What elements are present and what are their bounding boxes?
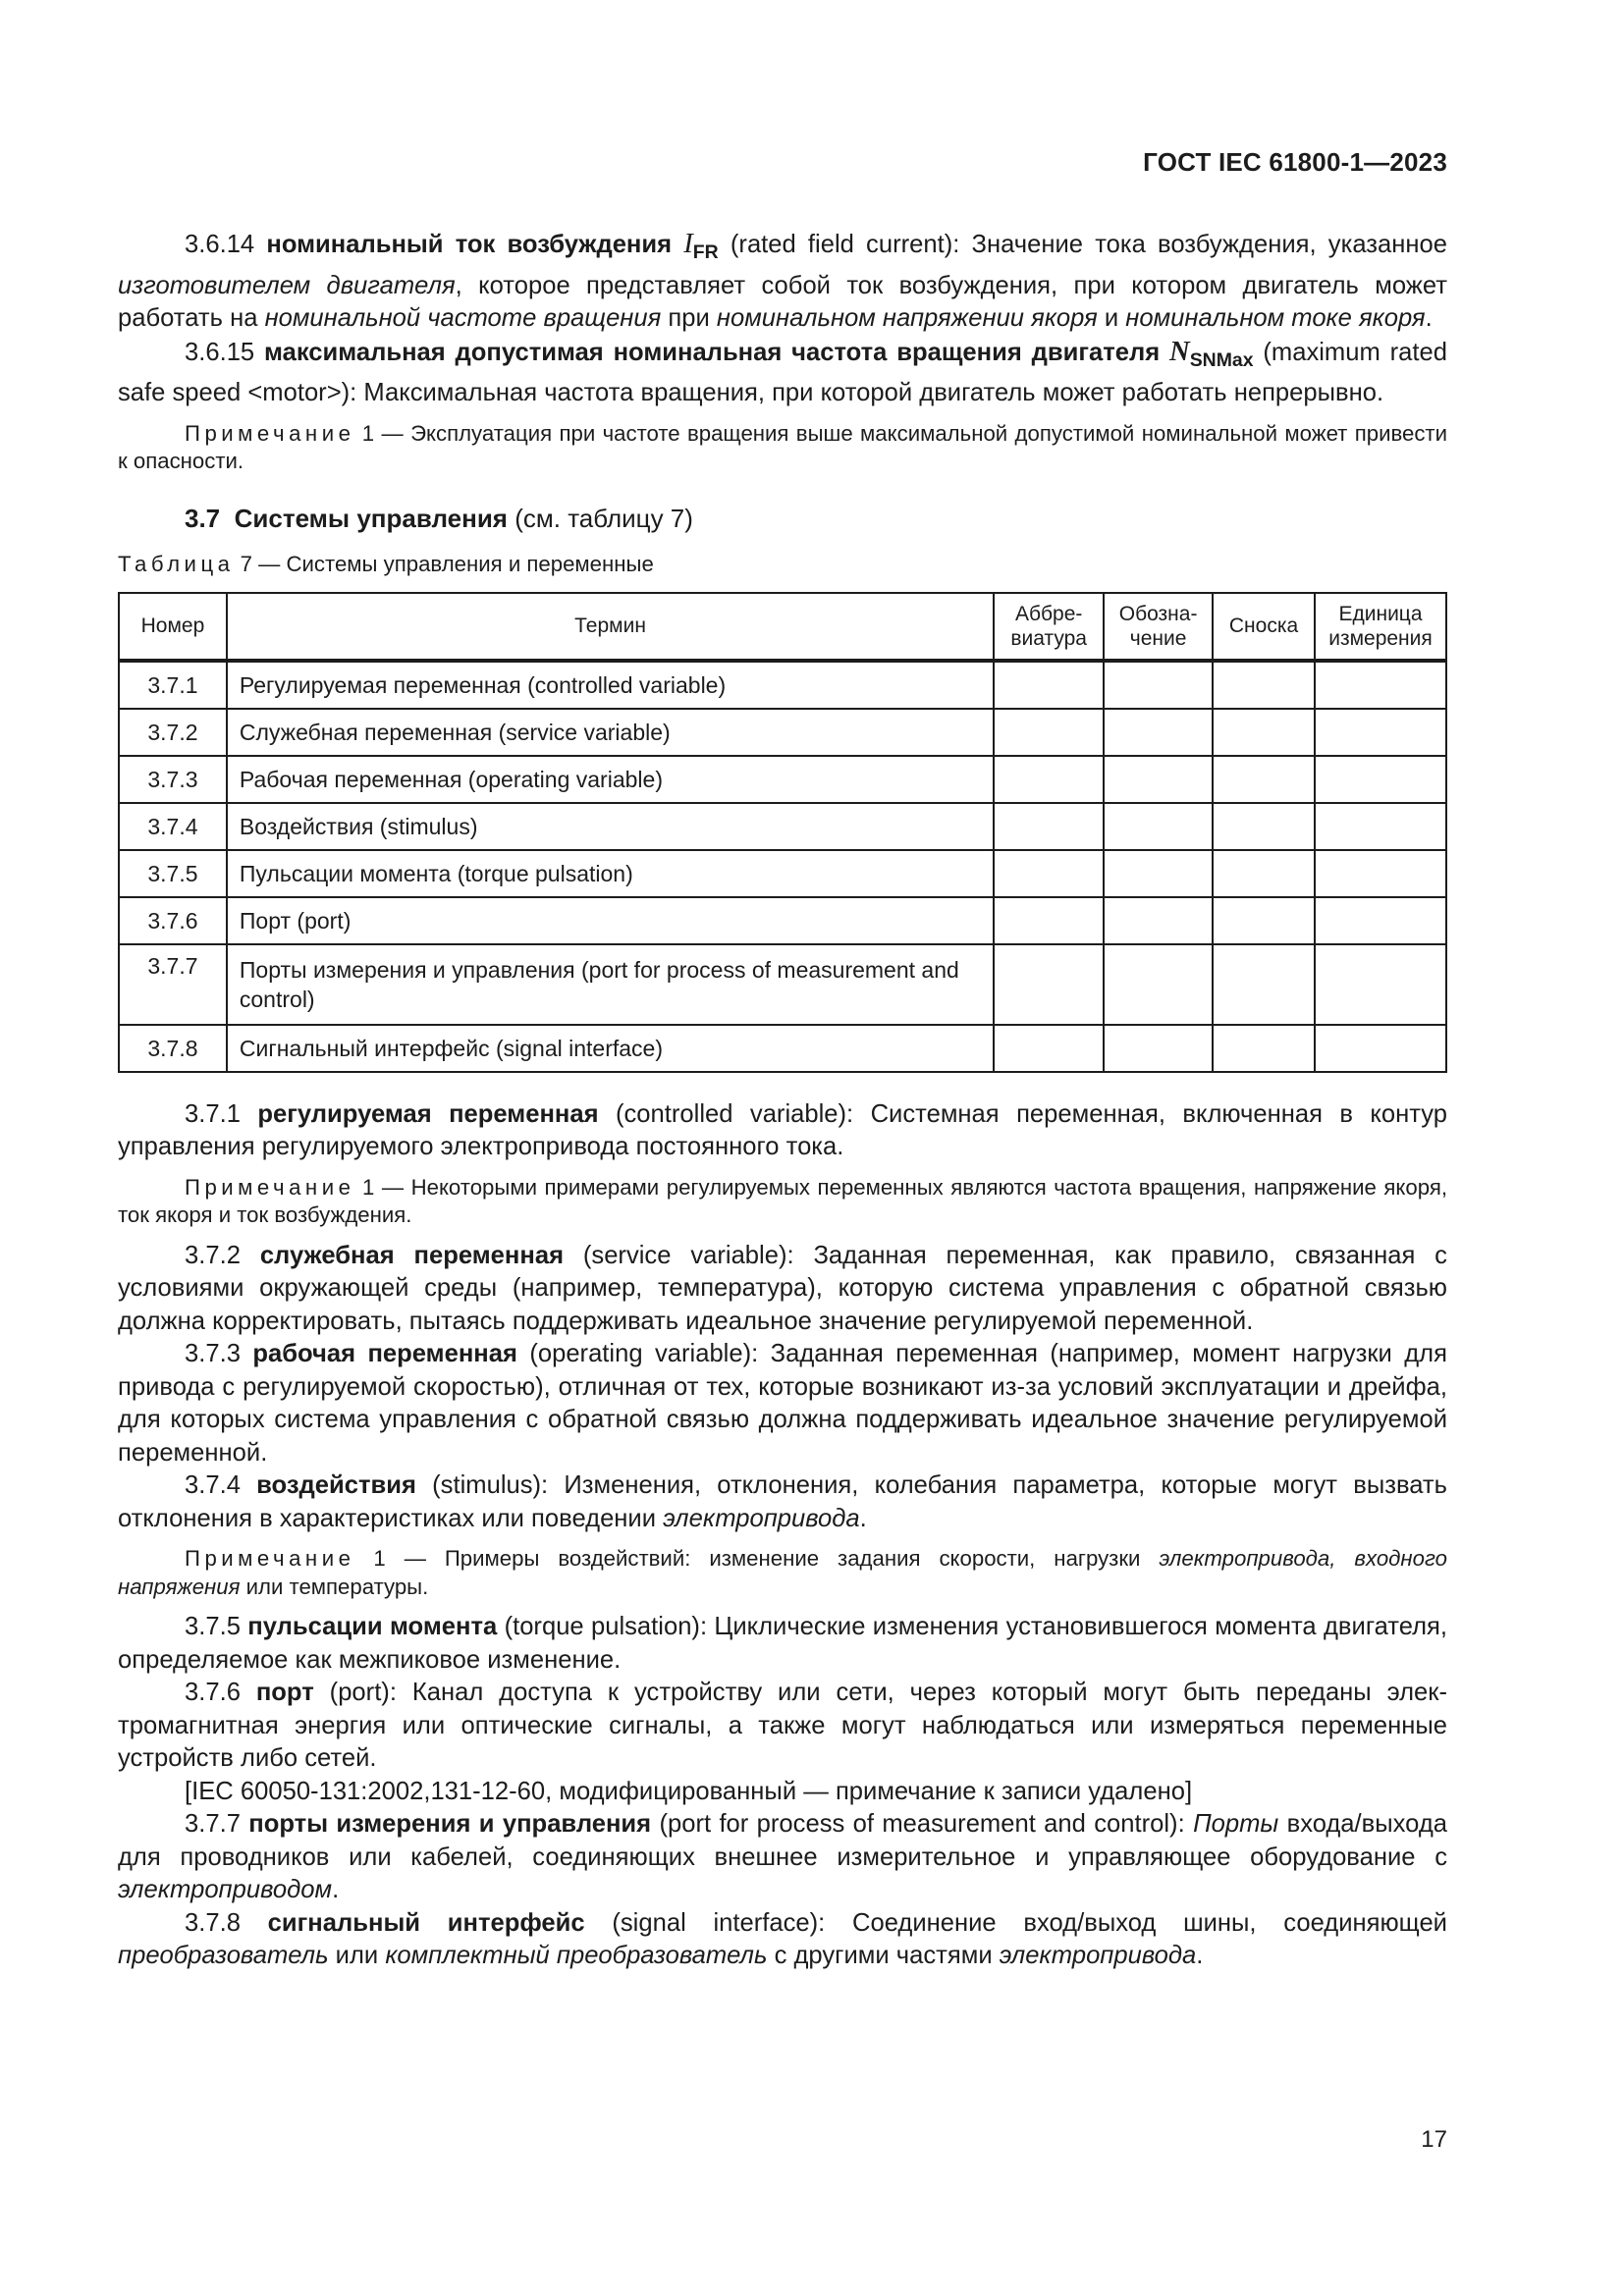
definition-3-6-14: 3.6.14 номинальный ток возбуждения $I_{FR}$ (rated field current): Значение тока возбуждения, указанное изготовителем двигателя, которое представляет собой ток возбуждения, при котором двигатель может работать на номинальной частоте вращения при номинальном напряжении якоря и номинальном токе якоря. <box>118 228 1447 333</box>
definition-3-7-6: 3.7.6 порт (port): Канал доступа к устройству или сети, через который могут быть переданы электромагнитная энергия или оптические сигналы, а также могут наблюдаться или измеряться переменные устройств либо сетей. <box>118 1679 1447 1773</box>
col-header-abbreviation: Аббре- виатура <box>994 593 1104 661</box>
section-heading-3-7: 3.7 Системы управления (см. таблицу 7) <box>185 503 693 533</box>
term: пульсации момента <box>247 1613 498 1641</box>
table-row: 3.7.6 Порт (port) <box>119 897 1446 944</box>
table-row: 3.7.3 Рабочая переменная (operating variable) <box>119 756 1446 803</box>
term: номинальный ток возбуждения <box>266 231 673 258</box>
term: регулируемая переменная <box>257 1099 599 1128</box>
definition-3-7-5: 3.7.5 пульсации момента (torque pulsation): Циклические изменения установившегося момента двигателя, определяемое как межпиковое изменение. <box>118 1613 1447 1674</box>
note-3-6-15: Примечание 1 — Эксплуатация при частоте вращения выше максимальной допустимой номинальной может привести к опасности. <box>118 420 1447 474</box>
symbol: N <box>1169 335 1190 367</box>
table-row: 3.7.1 Регулируемая переменная (controlled variable) <box>119 661 1446 709</box>
page-number: 17 <box>1421 2126 1447 2153</box>
term: рабочая переменная <box>252 1340 517 1368</box>
table-row: 3.7.8 Сигнальный интерфейс (signal interface) <box>119 1025 1446 1072</box>
term: воздействия <box>256 1471 416 1500</box>
table-row: 3.7.5 Пульсации момента (torque pulsation) <box>119 850 1446 897</box>
definition-3-7-3: 3.7.3 рабочая переменная (operating variable): Заданная переменная (например, момент нагрузки для привода с регулируемой скоростью), отличная от тех, которые возникают из-за условий эксплуатации и дрейфа, для которых система управления с обратной связью должна поддерживать идеальное значение регулируемой переменной. <box>118 1340 1447 1467</box>
term: служебная переменная <box>259 1241 564 1269</box>
terms-table <box>118 592 1447 1073</box>
table-header-row <box>119 593 1446 661</box>
col-header-footnote: Сноска <box>1213 593 1315 661</box>
symbol: I <box>683 228 693 259</box>
definition-3-7-4: 3.7.4 воздействия (stimulus): Изменения, отклонения, колебания параметра, которые могут вызвать отклонения в характеристиках или поведении электропривода. <box>118 1471 1447 1532</box>
definition-3-7-2: 3.7.2 служебная переменная (service variable): Заданная переменная, как правило, связанная с условиями окружающей среды (например, температура), которую система управления с обратной связью должна корректировать, пытаясь поддерживать идеальное значение регулируемой переменной. <box>118 1241 1447 1335</box>
document-header: ГОСТ IEC 61800-1—2023 <box>1143 147 1447 177</box>
col-header-number: Номер <box>119 593 227 661</box>
term: максимальная допустимая номинальная частота вращения двигателя <box>264 338 1161 366</box>
page-content <box>118 228 1447 1973</box>
term: сигнальный интерфейс <box>267 1908 585 1937</box>
col-header-unit: Единица измерения <box>1315 593 1446 661</box>
col-header-symbol: Обозна- чение <box>1104 593 1213 661</box>
definition-3-6-15: 3.6.15 максимальная допустимая номинальная частота вращения двигателя $N_{SNMax}$ (maximum rated safe speed <motor>): Максимальная частота вращения, при которой двигатель может работать непрерывно. <box>118 335 1447 407</box>
table-row: 3.7.2 Служебная переменная (service variable) <box>119 709 1446 756</box>
definition-3-7-8: 3.7.8 сигнальный интерфейс (signal interface): Соединение вход/выход шины, соединяющей преобразователь или комплектный преобразователь с другими частями электропривода. <box>118 1908 1447 1970</box>
note-3-7-1: Примечание 1 — Некоторыми примерами регулируемых переменных являются частота вращения, напряжение якоря, ток якоря и ток возбуждения. <box>118 1174 1447 1228</box>
table-caption: Таблица 7 — Системы управления и переменные <box>118 551 654 576</box>
definition-3-7-1: 3.7.1 регулируемая переменная (controlled variable): Системная переменная, включенная в контур управления регулируемого электропривода постоянного тока. <box>118 1099 1447 1161</box>
term: порты измерения и управления <box>248 1810 652 1839</box>
definition-3-7-7: 3.7.7 порты измерения и управления (port for process of measurement and control): Порты входа/выхода для проводников или кабелей, соединяющих внешнее измерительное и управляющее оборудование с электроприводом. <box>118 1810 1447 1904</box>
table-row: 3.7.4 Воздействия (stimulus) <box>119 803 1446 850</box>
table-row: 3.7.7 Порты измерения и управления (port for process of measurement and control) <box>119 944 1446 1025</box>
col-header-term: Термин <box>227 593 994 661</box>
term: порт <box>255 1679 314 1707</box>
note-3-7-4: Примечание 1 — Примеры воздействий: изменение задания скорости, нагрузки электропривода, входного напряжения или температуры. <box>118 1546 1447 1599</box>
source-reference-3-7-6: [IEC 60050-131:2002,131-12-60, модифицированный — примечание к записи удалено] <box>185 1777 1193 1805</box>
